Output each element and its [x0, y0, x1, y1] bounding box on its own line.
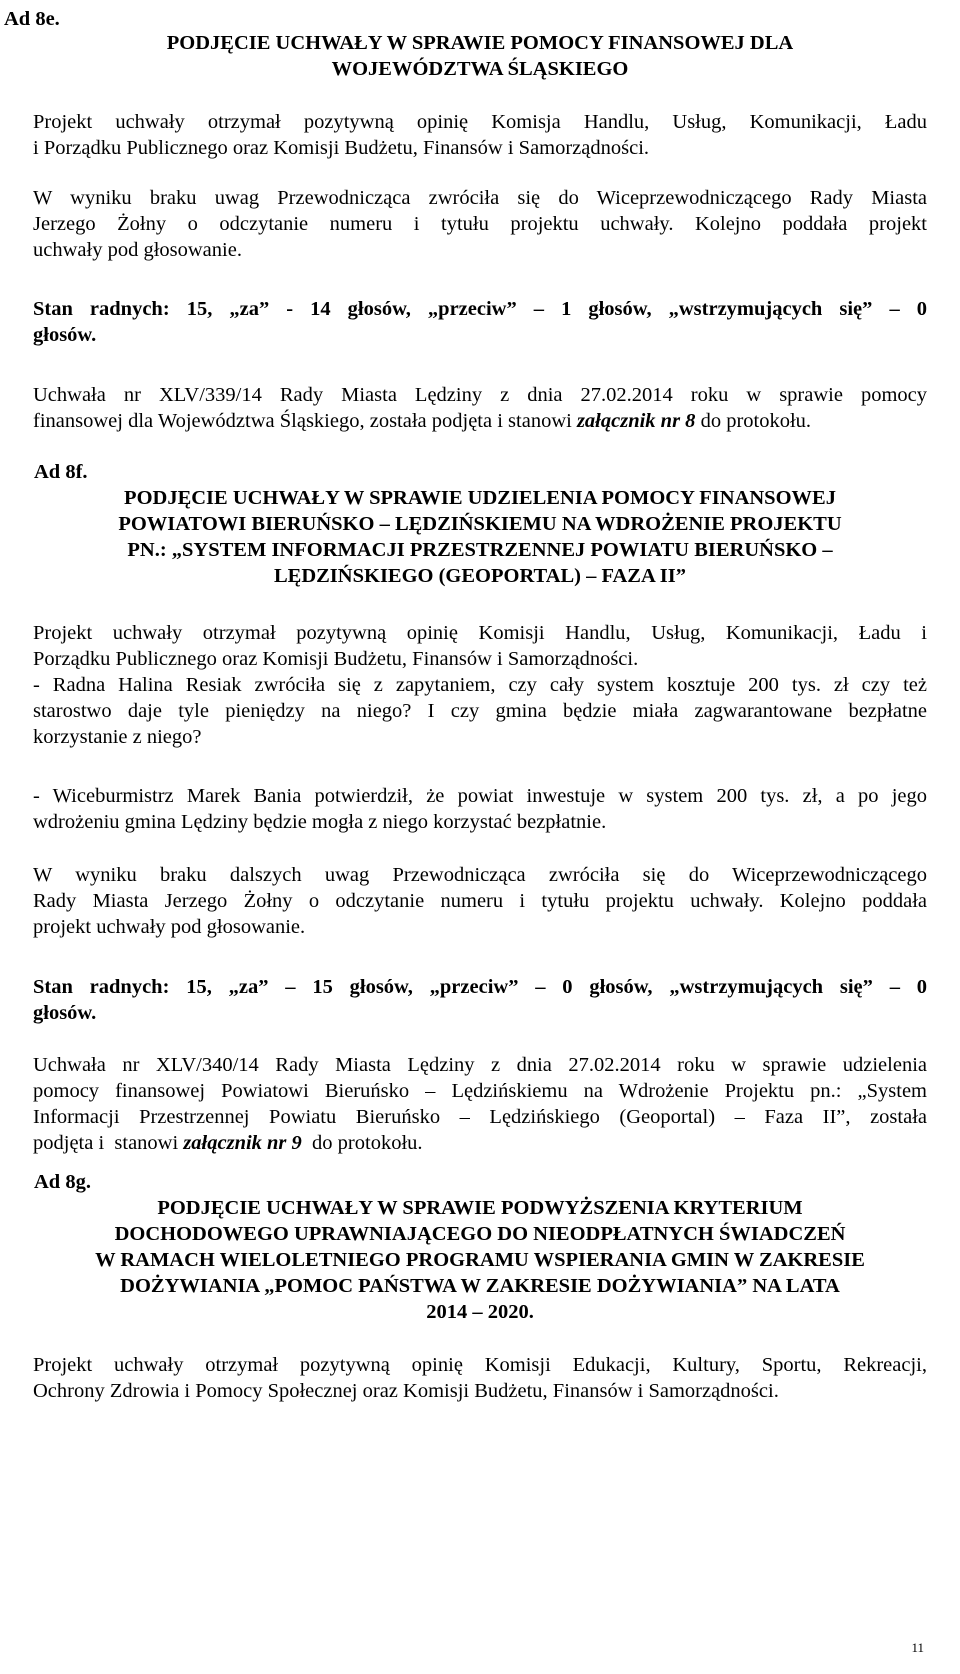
title-line: PODJĘCIE UCHWAŁY W SPRAWIE PODWYŻSZENIA KRYTERIUM: [157, 1197, 803, 1219]
text-line: Rady Miasta Jerzego Żołny o odczytanie numeru i tytułu projektu uchwały. Kolejno poddała: [33, 890, 927, 912]
question-paragraph-8f: [33, 672, 927, 750]
text-run: do protokołu.: [695, 410, 812, 432]
text-line: wdrożeniu gmina Lędziny będzie mogła z niego korzystać bezpłatnie.: [33, 811, 607, 833]
title-line: DOŻYWIANIA „POMOC PAŃSTWA W ZAKRESIE DOŻYWIANIA” NA LATA: [120, 1275, 840, 1297]
text-line: pomocy finansowej Powiatowi Bieruńsko – Lędzińskiemu na Wdrożenie Projektu pn.: „System: [33, 1080, 927, 1102]
opinion-paragraph-8g: [33, 1352, 927, 1404]
vote-result-8f: [33, 974, 927, 1026]
opinion-paragraph-8e: [33, 109, 927, 161]
vote-line: Stan radnych: 15, „za” - 14 głosów, „przeciw” – 1 głosów, „wstrzymujących się” – 0: [33, 298, 927, 320]
text-line: projekt uchwały pod głosowanie.: [33, 916, 306, 938]
title-line: DOCHODOWEGO UPRAWNIAJĄCEGO DO NIEODPŁATNYCH ŚWIADCZEŃ: [114, 1223, 846, 1245]
vote-result-8e: [33, 296, 927, 348]
title-line: W RAMACH WIELOLETNIEGO PROGRAMU WSPIERANIA GMIN W ZAKRESIE: [95, 1249, 865, 1271]
title-line: PODJĘCIE UCHWAŁY W SPRAWIE POMOCY FINANSOWEJ DLA: [166, 32, 794, 54]
text-line: Projekt uchwały otrzymał pozytywną opinię Komisji Handlu, Usług, Komunikacji, Ładu i: [33, 622, 927, 644]
title-line: POWIATOWI BIERUŃSKO – LĘDZIŃSKIEMU NA WDROŻENIE PROJEKTU: [118, 513, 842, 535]
section-title-8f: [33, 485, 927, 589]
text-run: do protokołu.: [301, 1132, 423, 1154]
text-line: korzystanie z niego?: [33, 726, 202, 748]
section-heading-8e: Ad 8e.: [4, 8, 60, 30]
text-line: [33, 408, 927, 434]
text-line: W wyniku braku uwag Przewodnicząca zwróciła się do Wiceprzewodniczącego Rady Miasta: [33, 187, 927, 209]
page-number: 11: [911, 1640, 924, 1655]
section-heading-8g: Ad 8g.: [34, 1171, 91, 1193]
text-line: Projekt uchwały otrzymał pozytywną opinię Komisja Handlu, Usług, Komunikacji, Ładu: [33, 111, 927, 133]
resolution-paragraph-8f: [33, 1052, 927, 1156]
vote-line: Stan radnych: 15, „za” – 15 głosów, „przeciw” – 0 głosów, „wstrzymujących się” – 0: [33, 976, 927, 998]
text-line: Projekt uchwały otrzymał pozytywną opinię Komisji Edukacji, Kultury, Sportu, Rekreacji,: [33, 1354, 927, 1376]
title-line: PN.: „SYSTEM INFORMACJI PRZESTRZENNEJ POWIATU BIERUŃSKO –: [127, 539, 833, 561]
text-line: - Radna Halina Resiak zwróciła się z zapytaniem, czy cały system kosztuje 200 tys. zł czy też: [33, 674, 927, 696]
resolution-paragraph-8e: [33, 382, 927, 434]
title-line: 2014 – 2020.: [426, 1301, 534, 1323]
attachment-reference: załącznik nr 8: [576, 410, 696, 432]
answer-paragraph-8f: [33, 783, 927, 835]
text-run: finansowej dla Województwa Śląskiego, została podjęta i stanowi: [33, 410, 577, 432]
text-line: [33, 1130, 927, 1156]
text-line: i Porządku Publicznego oraz Komisji Budżetu, Finansów i Samorządności.: [33, 137, 650, 159]
section-heading-8f: Ad 8f.: [34, 461, 88, 483]
text-line: starostwo daje tyle pieniędzy na niego? I czy gmina będzie miała zagwarantowane bezpłatne: [33, 700, 927, 722]
vote-line: głosów.: [33, 1002, 97, 1024]
title-line: WOJEWÓDZTWA ŚLĄSKIEGO: [331, 58, 629, 80]
section-title-8g: [33, 1195, 927, 1325]
text-line: W wyniku braku dalszych uwag Przewodnicząca zwróciła się do Wiceprzewodniczącego: [33, 864, 927, 886]
text-line: Jerzego Żołny o odczytanie numeru i tytułu projektu uchwały. Kolejno poddała projekt: [33, 213, 927, 235]
attachment-reference: załącznik nr 9: [183, 1132, 302, 1154]
text-line: uchwały pod głosowanie.: [33, 239, 242, 261]
section-title-8e: [33, 30, 927, 82]
text-line: Ochrony Zdrowia i Pomocy Społecznej oraz Komisji Budżetu, Finansów i Samorządności.: [33, 1380, 779, 1402]
title-line: PODJĘCIE UCHWAŁY W SPRAWIE UDZIELENIA POMOCY FINANSOWEJ: [124, 487, 836, 509]
text-line: Uchwała nr XLV/340/14 Rady Miasta Lędziny z dnia 27.02.2014 roku w sprawie udzielenia: [33, 1054, 927, 1076]
text-line: Uchwała nr XLV/339/14 Rady Miasta Lędziny z dnia 27.02.2014 roku w sprawie pomocy: [33, 384, 927, 406]
text-line: Informacji Przestrzennej Powiatu Bieruńsko – Lędzińskiego (Geoportal) – Faza II”, została: [33, 1106, 927, 1128]
title-line: LĘDZIŃSKIEGO (GEOPORTAL) – FAZA II”: [273, 565, 686, 587]
procedure-paragraph-8f: [33, 862, 927, 940]
text-line: Porządku Publicznego oraz Komisji Budżetu, Finansów i Samorządności.: [33, 648, 639, 670]
text-line: - Wiceburmistrz Marek Bania potwierdził, że powiat inwestuje w system 200 tys. zł, a po jego: [33, 785, 927, 807]
procedure-paragraph-8e: [33, 185, 927, 263]
vote-line: głosów.: [33, 324, 97, 346]
opinion-paragraph-8f: [33, 620, 927, 672]
text-run: podjęta i stanowi: [33, 1132, 184, 1154]
